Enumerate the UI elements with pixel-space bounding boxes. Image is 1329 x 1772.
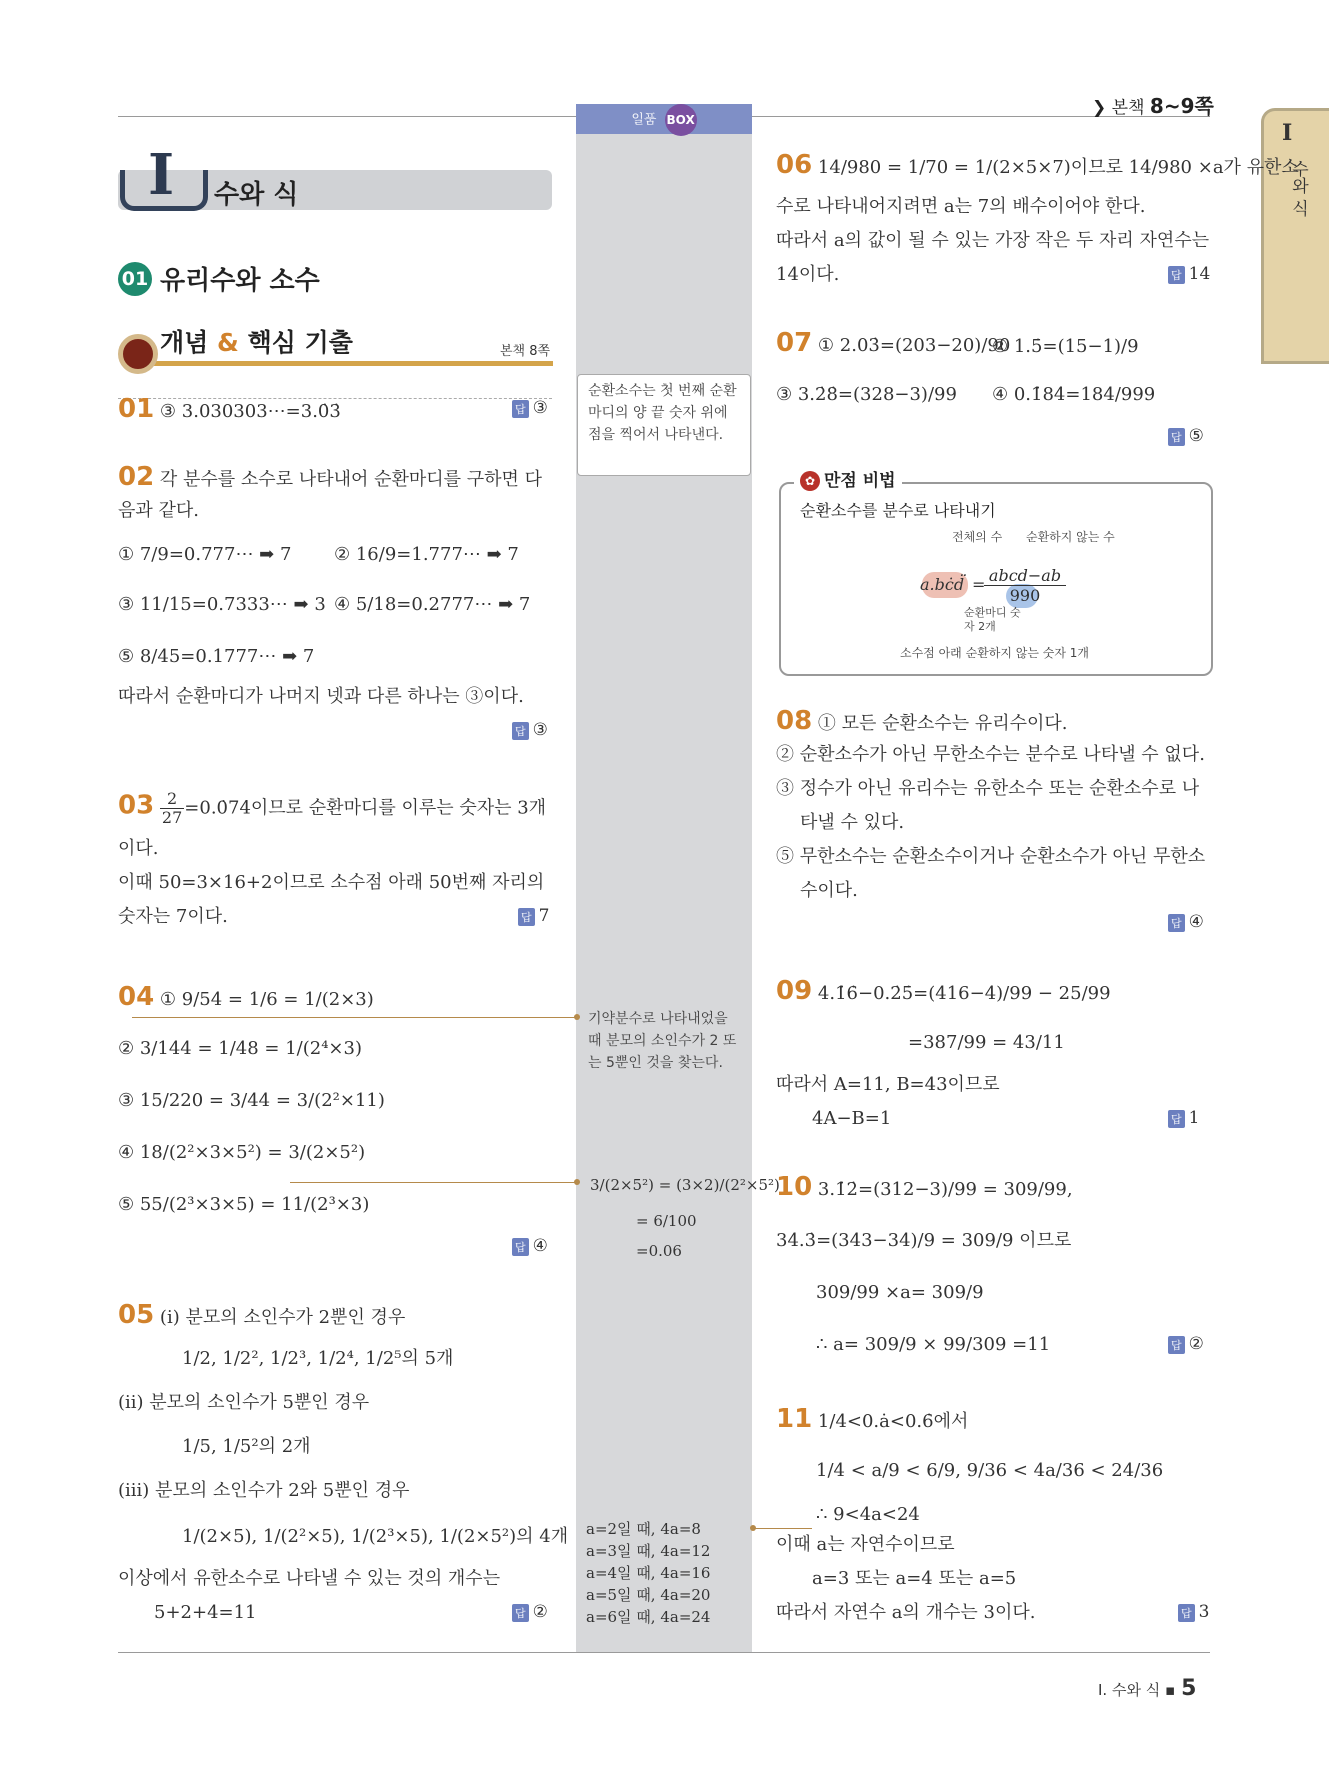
tip-subtitle: 순환소수를 분수로 나타내기: [800, 501, 996, 520]
problem-03-line3: 이때 50=3×16+2이므로 소수점 아래 50번째 자리의: [118, 872, 545, 893]
problem-10-l4: ∴ a= 309/9 × 99/309 =11: [816, 1334, 1051, 1355]
problem-02-conclusion: 따라서 순환마디가 나머지 넷과 다른 하나는 ③이다.: [118, 686, 524, 707]
problem-08-l5: ⑤ 무한소수는 순환소수이거나 순환소수가 아닌 무한소: [776, 846, 1206, 867]
problem-10-l2: 34.3̇=(343−34)/9 = 309/9 이므로: [776, 1230, 1072, 1251]
problem-08-l4: 타낼 수 있다.: [800, 812, 905, 833]
problem-06-line4: 14이다.: [776, 264, 840, 285]
sidebar-note-1: 순환소수는 첫 번째 순환마디의 양 끝 숫자 위에 점을 찍어서 나타낸다.: [588, 383, 737, 443]
answer-02: 답 ③: [512, 720, 548, 740]
tip-label-after: 소수점 아래 순환하지 않는 숫자 1개: [900, 646, 1089, 660]
box-column-header: [576, 104, 752, 134]
sidebar-note-3b: = 6/100: [636, 1212, 697, 1230]
sidebar-note-4: a=3일 때, 4a=12: [586, 1542, 711, 1560]
problem-05-sum: 5+2+4=11: [154, 1602, 257, 1623]
problem-02-item: ⑤ 8/45=0.1777⋯ ➡ 7: [118, 646, 315, 667]
problem-08-l1: 08 ① 모든 순환소수는 유리수이다.: [776, 706, 1068, 736]
problem-05-case2: (ii) 분모의 소인수가 5뿐인 경우: [118, 1392, 370, 1413]
tip-label-all: 전체의 수: [952, 530, 1003, 544]
sidebar-note-3a: 3/(2×5²) = (3×2)/(2²×5²): [590, 1176, 780, 1194]
problem-11-l4: 이때 a는 자연수이므로: [776, 1534, 955, 1555]
problem-11-l6: 따라서 자연수 a의 개수는 3이다.: [776, 1602, 1036, 1623]
problem-08-l2: ② 순환소수가 아닌 무한소수는 분수로 나타낼 수 없다.: [776, 744, 1205, 765]
problem-07-i3: ③ 3.2̇8̇=(328−3)/99: [776, 384, 957, 405]
problem-04-row: ③ 15/220 = 3/44 = 3/(2²×11): [118, 1090, 385, 1111]
problem-06-line2: 수로 나타내어지려면 a는 7의 배수이어야 한다.: [776, 196, 1146, 217]
answer-10: 답 ②: [1168, 1334, 1204, 1354]
answer-03: 답 7: [518, 906, 549, 926]
problem-02-item: ② 16/9=1.777⋯ ➡ 7: [334, 544, 519, 565]
problem-07-i1: 07 ① 2.03̇=(203−20)/90: [776, 328, 1011, 358]
box-badge: BOX: [665, 104, 697, 136]
concept-underline: [130, 361, 553, 366]
tip-label-rep: 순환마디 숫자 2개: [964, 606, 1021, 633]
connector-dot: [750, 1525, 756, 1531]
page-reference: ❯ 본책 8~9쪽: [1092, 94, 1214, 118]
bottom-rule: [118, 1652, 1210, 1653]
problem-05-case2-list: 1/5, 1/5²의 2개: [182, 1436, 311, 1457]
sidebar-note-4: a=2일 때, 4a=8: [586, 1520, 701, 1538]
problem-05-case1-list: 1/2, 1/2², 1/2³, 1/2⁴, 1/2⁵의 5개: [182, 1348, 454, 1369]
problem-03-line2: 이다.: [118, 838, 159, 859]
problem-11-l1: 11 1/4<0.ȧ<0.6̇에서: [776, 1404, 969, 1434]
sidebar-note-2: 기약분수로 나타내었을 때 분모의 소인수가 2 또는 5뿐인 것을 찾는다.: [588, 1011, 737, 1071]
chapter-roman: I: [148, 142, 175, 208]
problem-01: 01 ③ 3.030303⋯=3.0̇3̇: [118, 394, 341, 424]
problem-10-l3: 309/99 ×a= 309/9: [816, 1282, 984, 1303]
problem-09-l3: 따라서 A=11, B=43이므로: [776, 1074, 1000, 1095]
page-footer: [1098, 1676, 1196, 1701]
answer-06: 답 14: [1168, 264, 1210, 284]
problem-06-line3: 따라서 a의 값이 될 수 있는 가장 작은 두 자리 자연수는: [776, 230, 1210, 251]
answer-07: 답 ⑤: [1168, 426, 1204, 446]
answer-04: 답 ④: [512, 1236, 548, 1256]
concept-title: 개념 & 핵심 기출: [160, 328, 353, 357]
problem-02-line2: 음과 같다.: [118, 500, 199, 521]
side-tab-title: 수와 식: [1288, 160, 1308, 217]
problem-02-item: ④ 5/18=0.2777⋯ ➡ 7: [334, 594, 531, 615]
sidebar-note-4: a=5일 때, 4a=20: [586, 1586, 711, 1604]
problem-02-line1: 02 각 분수를 소수로 나타내어 순환마디를 구하면 다: [118, 462, 543, 492]
connector-dot: [574, 1014, 580, 1020]
problem-05-conclusion: 이상에서 유한소수로 나타낼 수 있는 것의 개수는: [118, 1568, 501, 1589]
sidebar-note-4: a=6일 때, 4a=24: [586, 1608, 711, 1626]
answer-05: 답 ②: [512, 1602, 548, 1622]
problem-11-l3: ∴ 9<4a<24: [816, 1504, 920, 1525]
connector-line: [290, 1182, 576, 1183]
page-number: 5: [1181, 1676, 1197, 1701]
connector-dot: [574, 1179, 580, 1185]
problem-04-row: ④ 18/(2²×3×5²) = 3/(2×5²): [118, 1142, 366, 1163]
chapter-title: 수와 식: [214, 180, 299, 210]
tip-equals: =: [972, 575, 986, 594]
problem-07-i2: ② 1.5̇=(15−1)/9: [992, 336, 1139, 357]
answer-11: 답 3: [1178, 1602, 1209, 1622]
box-column: [576, 104, 752, 1652]
problem-09-l2: =387/99 = 43/11: [908, 1032, 1065, 1053]
box-label: 일품: [631, 112, 657, 128]
problem-05-case1: 05 (i) 분모의 소인수가 2뿐인 경우: [118, 1300, 406, 1330]
fraction: $\frac{2}{27}$: [161, 789, 183, 827]
problem-03-line1: 03 $\frac{2}{27}$ =0.0̇74̇이므로 순환마디를 이루는 숫자는 3개: [118, 789, 547, 827]
problem-04-row: ② 3/144 = 1/48 = 1/(2⁴×3): [118, 1038, 362, 1059]
problem-05-case3-list: 1/(2×5), 1/(2²×5), 1/(2³×5), 1/(2×5²)의 4개: [182, 1526, 569, 1547]
medal-icon: ✿: [800, 471, 820, 491]
chevron-right-icon: ❯: [1092, 98, 1107, 118]
problem-03-line4: 숫자는 7이다.: [118, 906, 228, 927]
concept-dot-icon: [118, 334, 158, 374]
problem-05-case3: (iii) 분모의 소인수가 2와 5뿐인 경우: [118, 1480, 410, 1501]
section-title: 유리수와 소수: [160, 266, 320, 296]
problem-04-row: 04 ① 9/54 = 1/6 = 1/(2×3): [118, 982, 374, 1012]
problem-08-l6: 수이다.: [800, 880, 858, 901]
problem-07-i4: ④ 0.1̇84̇=184/999: [992, 384, 1156, 405]
problem-04-row: ⑤ 55/(2³×3×5) = 11/(2³×3): [118, 1194, 370, 1215]
problem-11-l2: 1/4 < a/9 < 6/9, 9/36 < 4a/36 < 24/36: [816, 1460, 1164, 1481]
tip-header: ✿ 만점 비법: [794, 466, 902, 491]
connector-line: [752, 1528, 812, 1529]
problem-10-l1: 10 3.1̇2̇=(312−3)/99 = 309/99,: [776, 1172, 1073, 1202]
tip-label-nonrep: 순환하지 않는 수: [1026, 530, 1115, 544]
answer-08: 답 ④: [1168, 912, 1204, 932]
sidebar-note-3c: =0.06: [636, 1242, 682, 1260]
answer-01: 답 ③: [512, 398, 548, 418]
problem-09-l4: 4A−B=1: [812, 1108, 892, 1129]
footer-chapter: I. 수와 식: [1098, 1681, 1161, 1699]
tip-fraction: abcd−ab 990: [984, 566, 1066, 605]
bullet-icon: ▪: [1164, 1681, 1176, 1699]
answer-09: 답 1: [1168, 1108, 1199, 1128]
sidebar-note-4: a=4일 때, 4a=16: [586, 1564, 711, 1582]
tip-lhs: a.bċd̈: [920, 575, 965, 594]
problem-06-line1: 06 14/980 = 1/70 = 1/(2×5×7)이므로 14/980 ×a가 유한소: [776, 150, 1299, 180]
problem-08-l3: ③ 정수가 아닌 유리수는 유한소수 또는 순환소수로 나: [776, 778, 1200, 799]
problem-09-l1: 09 4.1̇6̇−0.2̇5̇=(416−4)/99 − 25/99: [776, 976, 1111, 1006]
concept-ref: 본책 8쪽: [500, 344, 551, 359]
problem-02-item: ① 7/9=0.777⋯ ➡ 7: [118, 544, 292, 565]
problem-02-item: ③ 11/15=0.7333⋯ ➡ 3: [118, 594, 326, 615]
chapter-side-tab: [1261, 108, 1329, 364]
problem-11-l5: a=3 또는 a=4 또는 a=5: [812, 1568, 1017, 1589]
side-tab-roman: I: [1282, 120, 1293, 146]
section-number: 01: [118, 262, 152, 296]
connector-line: [132, 1017, 576, 1018]
